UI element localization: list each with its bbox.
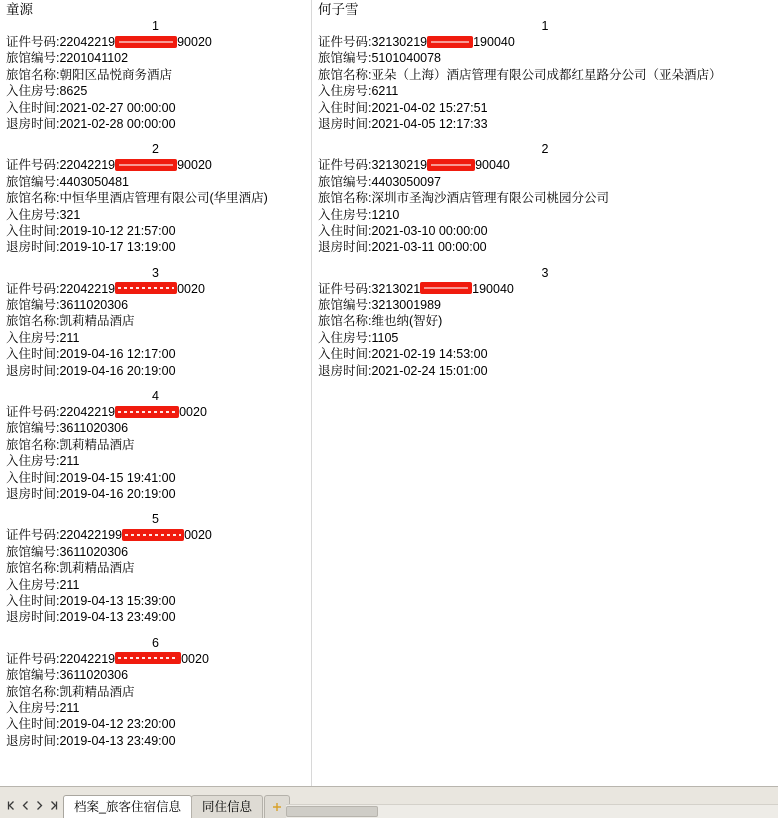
record-field-label: 入住时间:: [318, 223, 372, 238]
record-number: 6: [152, 635, 159, 650]
record-field-value: 中恒华里酒店管理有限公司(华里酒店): [59, 191, 268, 206]
record-field-label: 入住时间:: [318, 100, 372, 115]
record-field-value: 深圳市圣淘沙酒店管理有限公司桃园分公司: [371, 191, 609, 206]
record-field: [312, 363, 778, 379]
record-field: [0, 223, 311, 239]
record-field-value: 2021-02-24 15:01:00: [371, 363, 488, 378]
record-block: [312, 18, 778, 132]
record-field-label: 入住房号:: [318, 330, 372, 345]
record-field-value: 1105: [371, 330, 399, 345]
record-field-value-prefix: 32130219: [371, 35, 428, 49]
record-field-value: 6211: [371, 84, 399, 99]
record-field-value: 2019-04-15 19:41:00: [59, 470, 176, 485]
redaction-mark: [115, 159, 177, 171]
record-field-value: 2019-04-16 20:19:00: [59, 363, 176, 378]
redaction-mark: [115, 406, 179, 418]
sheet-tab-1[interactable]: 同住信息: [191, 795, 263, 818]
record-block: [0, 141, 311, 255]
record-field-value: 321: [59, 207, 81, 222]
horizontal-scrollbar[interactable]: [286, 804, 778, 818]
record-field: [0, 560, 311, 576]
record-field-label: 旅馆编号:: [6, 421, 60, 436]
record-field-label: 证件号码:: [6, 158, 60, 173]
record-field-value: 2021-02-27 00:00:00: [59, 100, 176, 115]
record-field: [312, 116, 778, 132]
record-field: [0, 577, 311, 593]
record-field: [312, 190, 778, 206]
record-field-value-suffix: 190040: [473, 35, 515, 49]
record-block: [312, 265, 778, 379]
record-field-label: 旅馆编号:: [318, 51, 372, 66]
record-spacer: [0, 256, 311, 265]
record-field-label: 旅馆编号:: [318, 174, 372, 189]
record-field-value: 2019-04-12 23:20:00: [59, 717, 176, 732]
record-field-label: 入住时间:: [6, 593, 60, 608]
record-field: [0, 34, 311, 50]
record-field-value: 1210: [371, 207, 400, 222]
record-field-label: 退房时间:: [6, 610, 60, 625]
redaction-mark: [115, 36, 177, 48]
record-field-value-prefix: 22042219: [59, 651, 116, 666]
record-spacer: [0, 379, 311, 388]
record-field-label: 证件号码:: [6, 651, 60, 666]
record-field-value: 亚朵（上海）酒店管理有限公司成都红星路分公司（亚朵酒店）: [371, 67, 722, 82]
record-field-label: 旅馆名称:: [318, 191, 372, 206]
record-field: [0, 50, 311, 66]
sheet-tab-0[interactable]: 档案_旅客住宿信息: [63, 795, 192, 818]
record-field: [0, 239, 311, 255]
record-field-value: 2021-03-11 00:00:00: [371, 240, 487, 255]
record-field: [312, 346, 778, 362]
record-field-label: 旅馆编号:: [6, 544, 60, 559]
record-field-label: 证件号码:: [6, 528, 60, 543]
record-field-value: 凯莉精品酒店: [59, 437, 135, 452]
record-field: [0, 544, 311, 560]
record-field-label: 入住房号:: [6, 577, 60, 592]
record-field-value: 2019-10-17 13:19:00: [59, 240, 176, 255]
record-field: [312, 100, 778, 116]
record-field: [0, 437, 311, 453]
record-field-label: 旅馆编号:: [6, 51, 60, 66]
record-field-value: 3611020306: [59, 668, 129, 683]
record-field-value-prefix: 22042219: [59, 35, 116, 49]
record-field-label: 旅馆名称:: [6, 561, 60, 576]
record-field-value: 2021-02-19 14:53:00: [371, 347, 488, 362]
record-field: [0, 700, 311, 716]
record-field: [312, 50, 778, 66]
record-field: [0, 453, 311, 469]
record-field: [0, 363, 311, 379]
record-field-value: 凯莉精品酒店: [59, 314, 135, 329]
record-field: [312, 281, 778, 297]
record-field-value: 3611020306: [59, 544, 129, 559]
record-field-label: 旅馆名称:: [318, 314, 372, 329]
record-field-value: 211: [59, 577, 80, 592]
record-spacer: [312, 132, 778, 141]
record-field-value: 2019-10-12 21:57:00: [59, 223, 176, 238]
sheet-nav-next-icon[interactable]: [34, 799, 45, 812]
redaction-mark: [115, 282, 177, 294]
record-field: [0, 346, 311, 362]
record-field-value-prefix: 220422199: [59, 528, 123, 543]
record-field-value-suffix: 190040: [472, 281, 514, 296]
record-field: [0, 716, 311, 732]
record-field-value-prefix: 22042219: [59, 281, 116, 296]
record-field-label: 证件号码:: [318, 281, 372, 296]
column-right: [312, 0, 778, 786]
record-field: [312, 207, 778, 223]
redaction-mark: [427, 159, 475, 171]
record-field: [0, 593, 311, 609]
record-field-value-suffix: 90040: [475, 158, 510, 173]
record-field-label: 入住时间:: [6, 347, 60, 362]
record-field-label: 入住房号:: [318, 84, 372, 99]
record-field: [0, 486, 311, 502]
sheet-nav-first-icon[interactable]: [6, 799, 17, 812]
record-field: [0, 83, 311, 99]
record-number: 1: [541, 19, 549, 33]
record-field-value-suffix: 0020: [179, 405, 207, 420]
record-field-label: 旅馆编号:: [6, 298, 60, 313]
record-field: [0, 420, 311, 436]
record-field: [0, 470, 311, 486]
record-field-value: 2201041102: [59, 51, 129, 66]
redaction-mark: [115, 652, 181, 664]
record-field: [0, 190, 311, 206]
record-field: [312, 297, 778, 313]
record-number: 2: [541, 142, 549, 157]
record-number: 5: [152, 512, 159, 527]
record-field: [312, 157, 778, 173]
sheet-nav-prev-icon[interactable]: [20, 799, 31, 812]
record-field: [0, 116, 311, 132]
record-number: 3: [152, 265, 159, 280]
record-field: [312, 223, 778, 239]
record-number: 2: [152, 142, 159, 157]
record-field: [312, 83, 778, 99]
record-field: [312, 330, 778, 346]
redaction-mark: [420, 282, 472, 294]
record-field-value-suffix: 90020: [177, 35, 212, 49]
record-field-value-suffix: 90020: [177, 158, 212, 173]
record-field: [0, 684, 311, 700]
record-field-label: 证件号码:: [318, 35, 372, 49]
record-field: [312, 67, 778, 83]
record-field-label: 证件号码:: [6, 35, 60, 49]
record-field-label: 证件号码:: [318, 158, 372, 173]
record-field-label: 旅馆名称:: [6, 684, 60, 699]
record-field: [0, 404, 311, 420]
column-right-records: [312, 18, 778, 379]
record-field-value: 211: [59, 700, 80, 715]
record-field-value-suffix: 0020: [177, 281, 205, 296]
record-field-value-prefix: 32130219: [371, 158, 428, 173]
record-field-label: 退房时间:: [318, 116, 372, 131]
record-field-value-suffix: 0020: [181, 651, 209, 666]
record-field-value: 朝阳区品悦商务酒店: [59, 67, 172, 82]
record-field-label: 退房时间:: [6, 733, 60, 748]
record-field-value: 维也纳(智好): [371, 314, 443, 329]
record-field-value: 2019-04-13 15:39:00: [59, 593, 176, 608]
record-field: [312, 239, 778, 255]
redaction-mark: [427, 36, 473, 48]
column-right-header: 何子雪: [318, 2, 359, 17]
column-left-records: [0, 18, 311, 749]
record-field-label: 退房时间:: [6, 363, 60, 378]
record-field-label: 旅馆名称:: [318, 67, 372, 82]
record-field: [0, 157, 311, 173]
record-number: 1: [152, 19, 159, 33]
record-field: [0, 330, 311, 346]
record-field-value: 2019-04-13 23:49:00: [59, 610, 176, 625]
record-spacer: [0, 502, 311, 511]
record-field-label: 旅馆名称:: [6, 437, 60, 452]
record-spacer: [312, 256, 778, 265]
record-block: [0, 511, 311, 625]
record-field-value-prefix: 22042219: [59, 158, 116, 173]
record-field-label: 旅馆名称:: [6, 314, 60, 329]
record-field-value-prefix: 3213021: [371, 281, 421, 296]
record-block: [312, 141, 778, 255]
record-number: 3: [541, 265, 549, 280]
record-field-value: 2019-04-16 20:19:00: [59, 486, 176, 501]
record-field-value: 2021-02-28 00:00:00: [59, 116, 176, 131]
record-field: [0, 609, 311, 625]
record-field-value: 3213001989: [371, 298, 442, 313]
column-left: [0, 0, 312, 786]
record-field-label: 退房时间:: [318, 363, 372, 378]
sheet-nav-controls[interactable]: [0, 792, 63, 818]
record-field-value: 凯莉精品酒店: [59, 561, 135, 576]
record-field-value: 4403050481: [59, 174, 130, 189]
record-field: [0, 527, 311, 543]
record-field: [0, 667, 311, 683]
record-block: [0, 635, 311, 749]
record-field-value: 2019-04-13 23:49:00: [59, 733, 176, 748]
record-field-value: 2019-04-16 12:17:00: [59, 347, 176, 362]
record-field-label: 旅馆编号:: [6, 668, 60, 683]
record-field: [0, 281, 311, 297]
record-field-value: 5101040078: [371, 51, 442, 66]
record-field-value: 4403050097: [371, 174, 442, 189]
column-left-header: 童源: [6, 2, 33, 17]
record-field-label: 退房时间:: [6, 240, 60, 255]
record-field-label: 入住房号:: [6, 700, 60, 715]
record-field-label: 入住房号:: [318, 207, 372, 222]
record-field-value: 8625: [59, 84, 88, 99]
record-field: [0, 651, 311, 667]
record-field-label: 入住房号:: [6, 207, 60, 222]
record-field-label: 入住房号:: [6, 84, 60, 99]
record-spacer: [0, 132, 311, 141]
record-spacer: [0, 626, 311, 635]
record-field: [0, 174, 311, 190]
record-field: [0, 313, 311, 329]
record-field: [0, 733, 311, 749]
record-field-value: 凯莉精品酒店: [59, 684, 135, 699]
record-field-value: 2021-04-02 15:27:51: [371, 100, 488, 115]
record-field-label: 入住时间:: [318, 347, 372, 362]
record-field: [0, 100, 311, 116]
record-number: 4: [152, 389, 159, 404]
record-field-label: 入住时间:: [6, 223, 60, 238]
record-block: [0, 18, 311, 132]
record-field-label: 旅馆名称:: [6, 67, 60, 82]
record-field: [0, 297, 311, 313]
record-field-label: 证件号码:: [6, 405, 60, 420]
record-field-label: 旅馆名称:: [6, 191, 60, 206]
record-field: [312, 34, 778, 50]
record-field-label: 入住时间:: [6, 717, 60, 732]
record-field-label: 旅馆编号:: [6, 174, 60, 189]
plus-icon: [271, 801, 283, 813]
record-field: [312, 174, 778, 190]
horizontal-scrollbar-thumb[interactable]: [286, 806, 378, 817]
record-field-value: 2021-03-10 00:00:00: [371, 223, 488, 238]
sheet-tabs: [63, 792, 262, 818]
record-field: [312, 313, 778, 329]
sheet-nav-last-icon[interactable]: [48, 799, 59, 812]
record-field-value-prefix: 22042219: [59, 405, 116, 420]
record-field-label: 入住时间:: [6, 100, 60, 115]
record-field-label: 入住房号:: [6, 330, 60, 345]
record-field-value: 3611020306: [59, 298, 129, 313]
sheet-tab-bar: [0, 786, 778, 818]
record-field-label: 入住房号:: [6, 454, 60, 469]
record-field-value: 3611020306: [59, 421, 129, 436]
record-block: [0, 265, 311, 379]
record-field-value-suffix: 0020: [184, 528, 212, 543]
record-field-value: 2021-04-05 12:17:33: [371, 116, 488, 131]
record-field-label: 证件号码:: [6, 281, 60, 296]
record-field-label: 退房时间:: [6, 486, 60, 501]
record-field-value: 211: [59, 330, 80, 345]
record-field: [0, 207, 311, 223]
redaction-mark: [122, 529, 184, 541]
record-field-label: 退房时间:: [318, 240, 372, 255]
record-field-label: 退房时间:: [6, 116, 60, 131]
record-block: [0, 388, 311, 502]
record-field-value: 211: [59, 454, 80, 469]
record-field: [0, 67, 311, 83]
record-field-label: 旅馆编号:: [318, 298, 372, 313]
record-field-label: 入住时间:: [6, 470, 60, 485]
